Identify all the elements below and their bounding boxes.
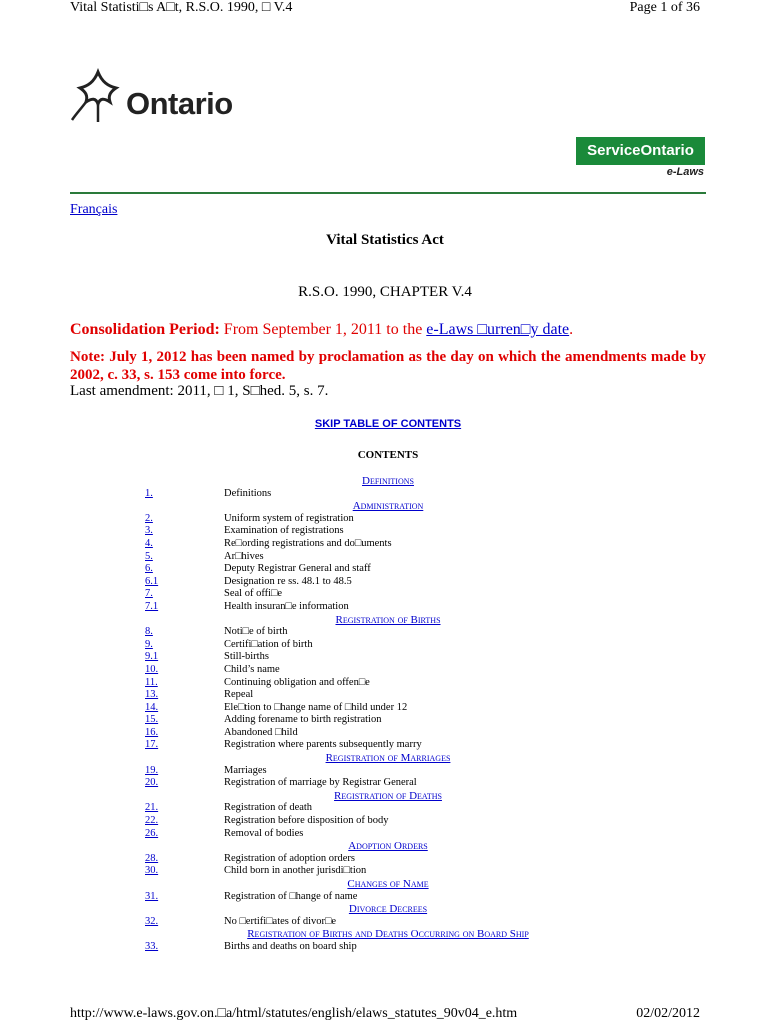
toc-row	[0, 525, 770, 538]
toc-section-heading	[0, 790, 770, 803]
consolidation-label: Consolidation Period:	[70, 321, 220, 338]
toc-section-number-link[interactable]: 30.	[145, 865, 159, 877]
toc-section-number-link[interactable]: 33.	[145, 940, 159, 952]
skip-toc-link[interactable]: SKIP TABLE OF CONTENTS	[314, 418, 462, 430]
consolidation-text: From September 1, 2011 to the	[219, 321, 427, 338]
toc-section-number-link[interactable]: 21.	[145, 802, 159, 814]
elaws-label: e-Laws	[666, 166, 704, 178]
toc-section-link[interactable]: Adoption Orders	[348, 840, 428, 853]
toc-section-number-link[interactable]: 11.	[145, 676, 158, 688]
toc-row	[0, 714, 770, 727]
toc-section-number-link[interactable]: 6.1	[145, 575, 159, 587]
toc-entry-text: Health insuran□e information	[224, 600, 349, 612]
toc-entry-text: Ele□tion to □hange name of □hild under 12	[224, 701, 408, 713]
toc-section-link[interactable]: Registration of Births	[335, 613, 441, 626]
toc-row	[0, 916, 770, 929]
toc-row	[0, 689, 770, 702]
toc-row	[0, 601, 770, 614]
toc-section-number-link[interactable]: 31.	[145, 890, 159, 902]
toc-section-number-link[interactable]: 28.	[145, 852, 159, 864]
page-number: Page 1 of 36	[629, 0, 700, 15]
toc-row	[0, 639, 770, 652]
toc-section-heading	[0, 878, 770, 891]
toc-row	[0, 576, 770, 589]
toc-section-link[interactable]: Registration of Births and Deaths Occurring on Board Ship	[247, 928, 529, 941]
toc-section-number-link[interactable]: 22.	[145, 815, 159, 827]
toc-section-heading	[0, 614, 770, 627]
toc-row	[0, 765, 770, 778]
toc-entry-text: Still-births	[224, 651, 269, 663]
toc-row	[0, 551, 770, 564]
toc-section-number-link[interactable]: 3.	[145, 525, 153, 537]
toc-section-link[interactable]: Divorce Decrees	[348, 903, 428, 916]
toc-section-number-link[interactable]: 19.	[145, 764, 159, 776]
toc-section-heading	[0, 928, 770, 941]
toc-row	[0, 865, 770, 878]
toc-row	[0, 815, 770, 828]
ontario-logo	[70, 68, 250, 124]
toc-entry-text: Marriages	[224, 764, 267, 776]
toc-section-number-link[interactable]: 2.	[145, 512, 153, 524]
chapter-heading: R.S.O. 1990, CHAPTER V.4	[298, 284, 472, 300]
toc-row	[0, 891, 770, 904]
toc-section-heading	[0, 475, 770, 488]
toc-section-number-link[interactable]: 7.1	[145, 600, 159, 612]
toc-section-link[interactable]: Administration	[352, 500, 424, 513]
toc-row	[0, 538, 770, 551]
consolidation-period: Consolidation Period: From September 1, 2011 to the e-Laws □urren□y date.	[70, 321, 574, 338]
toc-section-number-link[interactable]: 17.	[145, 739, 159, 751]
toc-section-link[interactable]: Definitions	[362, 475, 414, 487]
toc-section-number-link[interactable]: 15.	[145, 714, 159, 726]
toc-entry-text: Re□ording registrations and do□uments	[224, 537, 392, 549]
toc-entry-text: Removal of bodies	[224, 827, 304, 839]
toc-entry-text: Child’s name	[224, 663, 280, 675]
toc-row	[0, 739, 770, 752]
toc-entry-text: Examination of registrations	[224, 525, 344, 537]
toc-row	[0, 777, 770, 790]
francais-link[interactable]: Français	[70, 202, 118, 217]
toc-section-heading	[0, 903, 770, 916]
toc-row	[0, 677, 770, 690]
ontario-wordmark: Ontario	[126, 86, 233, 121]
toc-row	[0, 828, 770, 841]
toc-section-number-link[interactable]: 26.	[145, 827, 159, 839]
toc-entry-text: Uniform system of registration	[224, 512, 354, 524]
toc-entry-text: Noti□e of birth	[224, 626, 288, 638]
toc-entry-text: Registration of adoption orders	[224, 852, 355, 864]
toc-section-link[interactable]: Changes of Name	[347, 878, 429, 890]
toc-entry-text: Ar□hives	[224, 550, 264, 562]
toc-section-number-link[interactable]: 10.	[145, 663, 159, 675]
toc-entry-text: No □ertifi□ates of divor□e	[224, 915, 337, 927]
toc-row	[0, 651, 770, 664]
table-of-contents	[0, 475, 770, 954]
toc-entry-text: Designation re ss. 48.1 to 48.5	[224, 575, 352, 587]
toc-row	[0, 802, 770, 815]
header-divider	[70, 192, 706, 194]
toc-section-number-link[interactable]: 14.	[145, 701, 159, 713]
toc-row	[0, 702, 770, 715]
toc-section-number-link[interactable]: 1.	[145, 487, 153, 499]
toc-entry-text: Abandoned □hild	[224, 726, 298, 738]
toc-row	[0, 513, 770, 526]
toc-row	[0, 563, 770, 576]
toc-entry-text: Registration where parents subsequently marry	[224, 739, 422, 751]
toc-section-number-link[interactable]: 13.	[145, 689, 159, 701]
toc-section-heading	[0, 752, 770, 765]
toc-row	[0, 664, 770, 677]
currency-date-link[interactable]: e-Laws □urren□y date	[426, 321, 570, 338]
toc-entry-text: Continuing obligation and offen□e	[224, 676, 370, 688]
toc-entry-text: Certifi□ation of birth	[224, 638, 313, 650]
toc-section-number-link[interactable]: 32.	[145, 915, 159, 927]
toc-entry-text: Births and deaths on board ship	[224, 940, 357, 952]
toc-entry-text: Registration before disposition of body	[224, 815, 389, 827]
toc-entry-text: Definitions	[224, 487, 272, 499]
footer-date: 02/02/2012	[636, 1006, 700, 1021]
toc-row	[0, 588, 770, 601]
toc-section-number-link[interactable]: 9.	[145, 638, 153, 650]
toc-section-number-link[interactable]: 16.	[145, 726, 159, 738]
toc-row	[0, 626, 770, 639]
toc-entry-text: Repeal	[224, 689, 254, 701]
toc-entry-text: Deputy Registrar General and staff	[224, 563, 371, 575]
toc-section-number-link[interactable]: 20.	[145, 777, 159, 789]
toc-entry-text: Adding forename to birth registration	[224, 714, 382, 726]
toc-section-number-link[interactable]: 9.1	[145, 651, 159, 663]
toc-entry-text: Registration of □hange of name	[224, 890, 358, 902]
last-amendment: Last amendment: 2011, □ 1, S□hed. 5, s. 7.	[70, 383, 329, 399]
toc-section-link[interactable]: Registration of Marriages	[325, 752, 451, 765]
document-title: Vital Statistics Act	[326, 232, 444, 248]
footer-url: http://www.e-laws.gov.on.□a/html/statutes/english/elaws_statutes_90v04_e.htm	[70, 1006, 518, 1021]
toc-entry-text: Seal of offi□e	[224, 588, 283, 600]
toc-section-number-link[interactable]: 8.	[145, 626, 153, 638]
toc-section-number-link[interactable]: 5.	[145, 550, 153, 562]
toc-section-link[interactable]: Registration of Deaths	[334, 789, 442, 802]
toc-row	[0, 488, 770, 501]
toc-section-heading	[0, 500, 770, 513]
toc-row	[0, 941, 770, 954]
toc-section-number-link[interactable]: 6.	[145, 563, 153, 575]
page-header-title: Vital Statisti□s A□t, R.S.O. 1990, □ V.4	[70, 0, 293, 15]
toc-section-heading	[0, 840, 770, 853]
trillium-icon	[70, 68, 126, 124]
toc-section-number-link[interactable]: 7.	[145, 588, 153, 600]
toc-section-number-link[interactable]: 4.	[145, 537, 153, 549]
toc-row	[0, 727, 770, 740]
proclamation-note: Note: July 1, 2012 has been named by proclamation as the day on which the amendments made by 2002, c. 33, s. 153 come into force.	[70, 349, 706, 383]
toc-entry-text: Registration of marriage by Registrar General	[224, 777, 417, 789]
toc-entry-text: Registration of death	[224, 802, 313, 814]
contents-heading: CONTENTS	[357, 449, 419, 461]
serviceontario-badge[interactable]: ServiceOntario	[576, 137, 705, 165]
toc-row	[0, 853, 770, 866]
toc-entry-text: Child born in another jurisdi□tion	[224, 865, 367, 877]
